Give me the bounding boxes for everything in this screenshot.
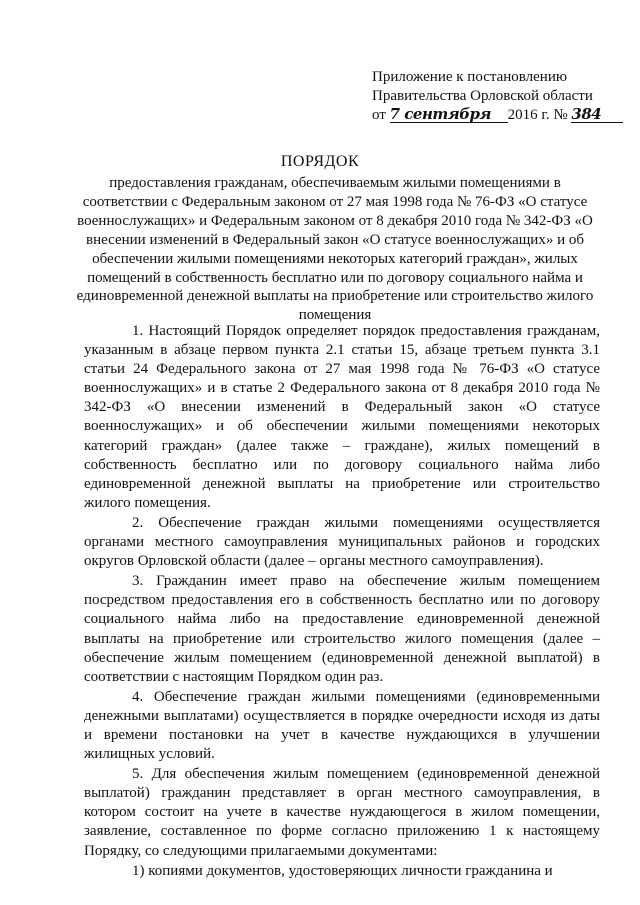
date-prefix: от [372,107,386,123]
appendix-line-3 [372,106,622,125]
paragraph-2: 2. Обеспечение граждан жилыми помещениями осуществляется органами местного самоуправления муниципальных районов и городских округов Орловской области (далее – органы местного самоуправления). [84,514,600,570]
paragraph-5: 5. Для обеспечения жилым помещением (единовременной денежной выплатой) гражданин представляет в орган местного самоуправления, в котором состоит на учете в качестве нуждающегося в жилом помещении, заявление, составленное по форме согласно приложению 1 к настоящему Порядку, со следующими прилагаемыми документами: [84,766,600,859]
paragraph-3: 3. Гражданин имеет право на обеспечение жилым помещением посредством предоставления его в собственность бесплатно или по договору социального найма либо на предоставление единовременной денежной выплаты на приобретение или строительство жилого помещения (далее – обеспечение жилым помещением (единовременной денежной выплатой) в соответствии с настоящим Порядком один раз. [84,573,600,685]
appendix-line-1: Приложение к постановлению [372,69,568,85]
document-title: ПОРЯДОК [280,153,360,170]
appendix-line-2: Правительства Орловской области [372,88,593,104]
paragraph-1: 1. Настоящий Порядок определяет порядок предоставления гражданам, указанным в абзаце первом пункта 2.1 статьи 15, абзаце третьем пункта 3.1 статьи 24 Федерального закона от 27 мая 1998 года № 76-ФЗ «О статусе военнослужащих» и в статье 2 Федерального закона от 8 декабря 2010 года № 342-ФЗ «О внесении изменений в Федеральный закон «О статусе военнослужащих» и об обеспечении жилыми помещениями некоторых категорий граждан» (далее также – граждане), жилых помещений в собственность бесплатно или по договору социального найма либо единовременной денежной выплаты на приобретение или строительство жилого помещения. [84,323,600,511]
paragraph-5-item-1: 1) копиями документов, удостоверяющих личности гражданина и [132,862,553,879]
document-body [84,322,600,882]
year-and-number-label: 2016 г. № [507,107,568,123]
appendix-header [372,68,622,125]
paragraph-4: 4. Обеспечение граждан жилыми помещениями (единовременными денежными выплатами) осуществляется в порядке очередности исходя из даты и времени постановки на учет в качестве нуждающихся в улучшении жилищных условий. [84,688,600,763]
handwritten-date: 7 сентября [390,107,508,123]
document-subtitle: предоставления гражданам, обеспечиваемым жилыми помещениями в соответствии с Федеральным законом от 27 мая 1998 года № 76-ФЗ «О статусе военнослужащих» и Федеральным законом от 8 декабря 2010 года № 342-ФЗ «О внесении изменений в Федеральный закон «О статусе военнослужащих» и об обеспечении жилыми помещениями некоторых категорий граждан», жилых помещений в собственность бесплатно или по договору социального найма и единовременной денежной выплаты на приобретение или строительство жилого помещения [76,175,594,324]
handwritten-number: 384 [571,107,623,123]
